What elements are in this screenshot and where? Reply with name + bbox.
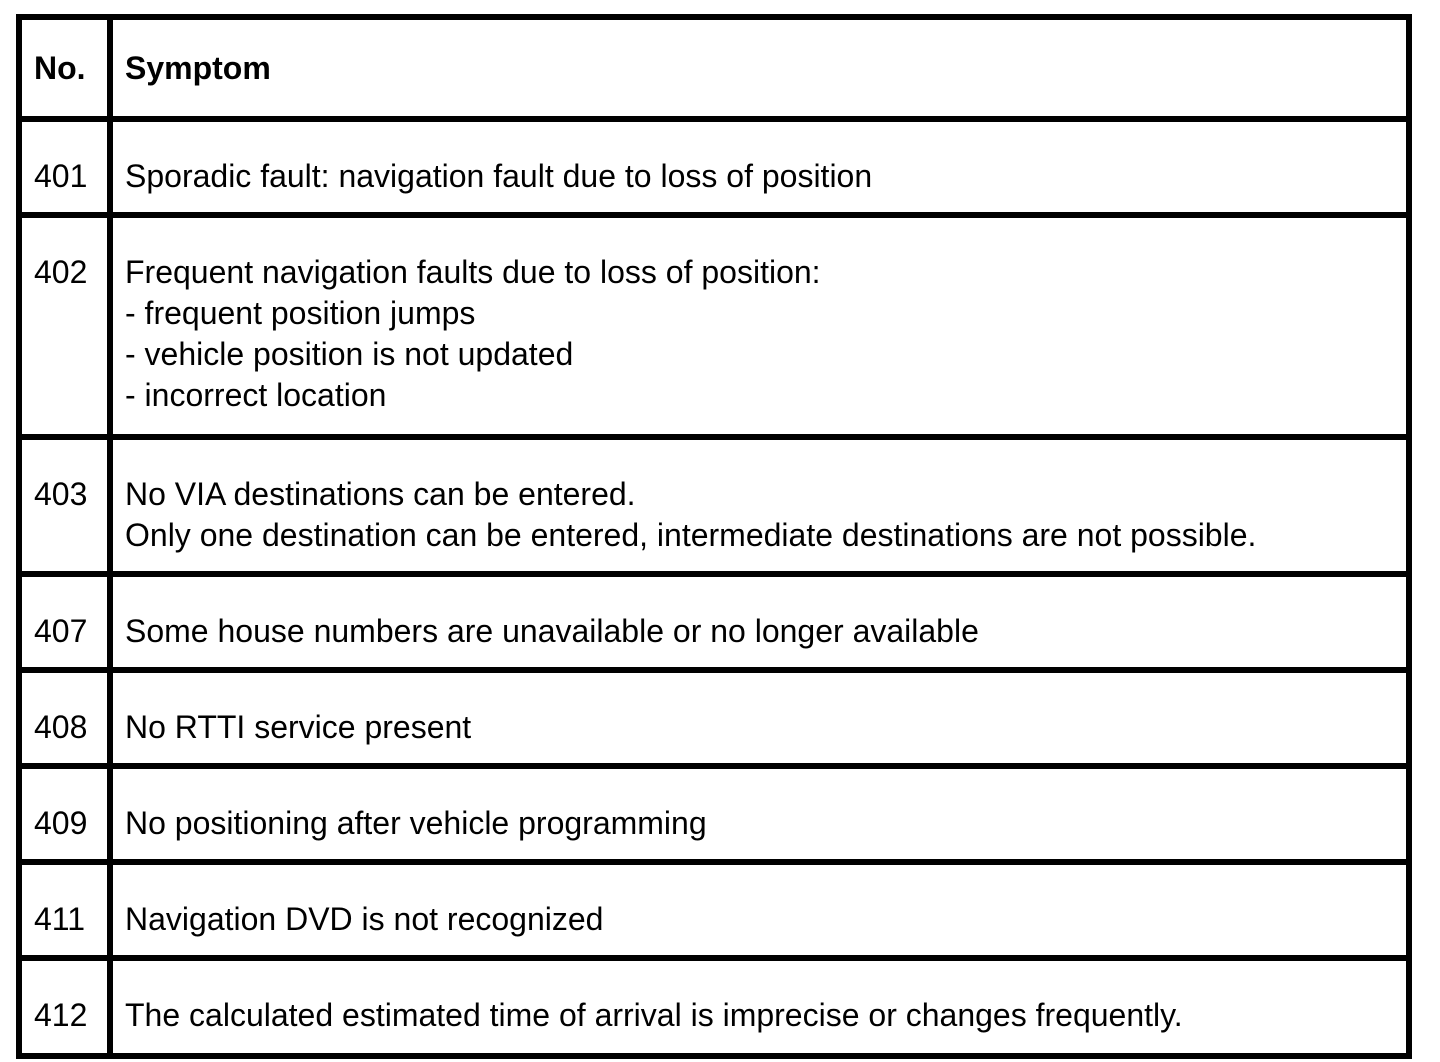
symptom-cell — [110, 958, 1409, 1056]
symptom-line: No VIA destinations can be entered. — [125, 476, 636, 512]
table-row — [19, 670, 1409, 766]
symptom-cell — [110, 119, 1409, 215]
symptom-cell — [110, 574, 1409, 670]
table-row — [19, 215, 1409, 437]
symptom-line: - incorrect location — [125, 377, 387, 413]
symptom-line: Navigation DVD is not recognized — [125, 901, 604, 937]
table-row — [19, 437, 1409, 574]
table-header-row — [19, 17, 1409, 119]
symptom-line: No positioning after vehicle programming — [125, 805, 707, 841]
header-symptom: Symptom — [110, 17, 1409, 119]
symptom-table — [16, 14, 1412, 1059]
table-row — [19, 862, 1409, 958]
table-row — [19, 958, 1409, 1056]
symptom-line: Some house numbers are unavailable or no longer available — [125, 613, 979, 649]
symptom-cell — [110, 862, 1409, 958]
symptom-cell — [110, 215, 1409, 437]
row-number: 409 — [19, 766, 110, 862]
table-row — [19, 766, 1409, 862]
symptom-line: - frequent position jumps — [125, 295, 476, 331]
row-number: 402 — [19, 215, 110, 437]
symptom-line: Sporadic fault: navigation fault due to loss of position — [125, 158, 873, 194]
row-number: 407 — [19, 574, 110, 670]
symptom-cell — [110, 437, 1409, 574]
row-number: 411 — [19, 862, 110, 958]
table-row — [19, 574, 1409, 670]
symptom-line: Frequent navigation faults due to loss of position: — [125, 254, 821, 290]
symptom-cell — [110, 766, 1409, 862]
header-no: No. — [19, 17, 110, 119]
symptom-line: The calculated estimated time of arrival is imprecise or changes frequently. — [125, 997, 1183, 1033]
row-number: 408 — [19, 670, 110, 766]
row-number: 401 — [19, 119, 110, 215]
symptom-line: - vehicle position is not updated — [125, 336, 574, 372]
row-number: 412 — [19, 958, 110, 1056]
symptom-cell — [110, 670, 1409, 766]
row-number: 403 — [19, 437, 110, 574]
symptom-line: Only one destination can be entered, intermediate destinations are not possible. — [125, 517, 1257, 553]
table-row — [19, 119, 1409, 215]
symptom-line: No RTTI service present — [125, 709, 472, 745]
